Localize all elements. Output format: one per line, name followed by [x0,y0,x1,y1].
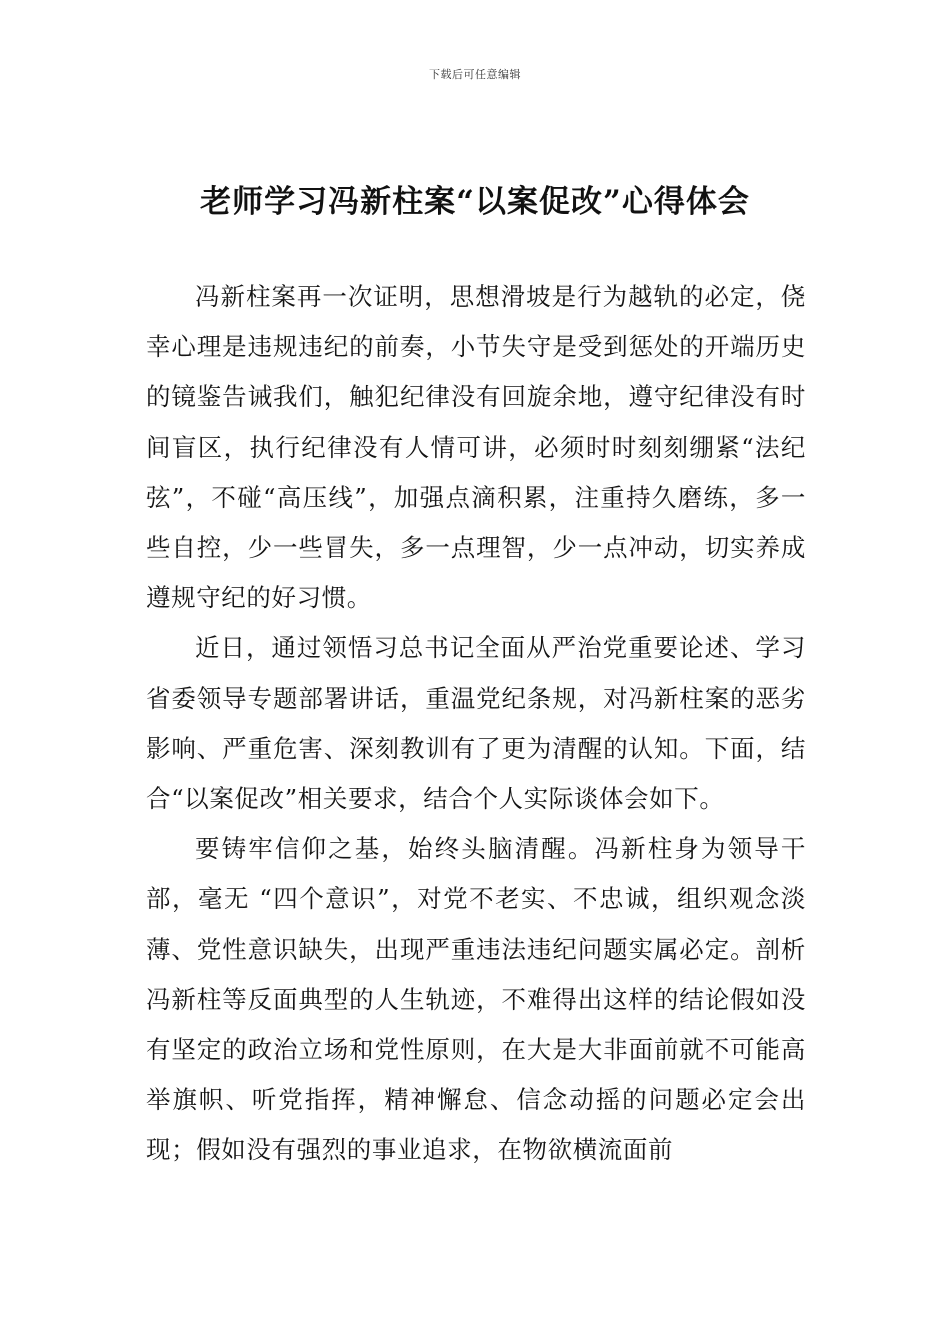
header-note: 下载后可任意编辑 [429,68,521,81]
document-title: 老师学习冯新柱案“以案促改”心得体会 [200,184,750,220]
paragraph-1: 冯新柱案再一次证明，思想滑坡是行为越轨的必定，侥幸心理是违规违纪的前奏，小节失守是受到惩处的开端历史的镜鉴告诫我们，触犯纪律没有回旋余地，遵守纪律没有时间盲区，执行纪律没有人情可讲，必须时时刻刻绷紧“法纪弦”，不碰“高压线”，加强点滴积累，注重持久磨练，多一些自控，少一些冒失，多一点理智，少一点冲动，切实养成遵规守纪的好习惯。 [146,282,806,613]
paragraph-2: 近日，通过领悟习总书记全面从严治党重要论述、学习省委领导专题部署讲话，重温党纪条规，对冯新柱案的恶劣影响、严重危害、深刻教训有了更为清醒的认知。下面，结合“以案促改”相关要求，结合个人实际谈体会如下。 [146,633,806,814]
document-body [146,272,806,1176]
paragraph-3: 要铸牢信仰之基，始终头脑清醒。冯新柱身为领导干部，毫无 “四个意识”，对党不老实、不忠诚，组织观念淡薄、党性意识缺失，出现严重违法违纪问题实属必定。剖析冯新柱等反面典型的人生轨迹，不难得出这样的结论假如没有坚定的政治立场和党性原则，在大是大非面前就不可能高举旗帜、听党指挥，精神懈怠、信念动摇的问题必定会出现；假如没有强烈的事业追求，在物欲横流面前 [146,834,806,1165]
